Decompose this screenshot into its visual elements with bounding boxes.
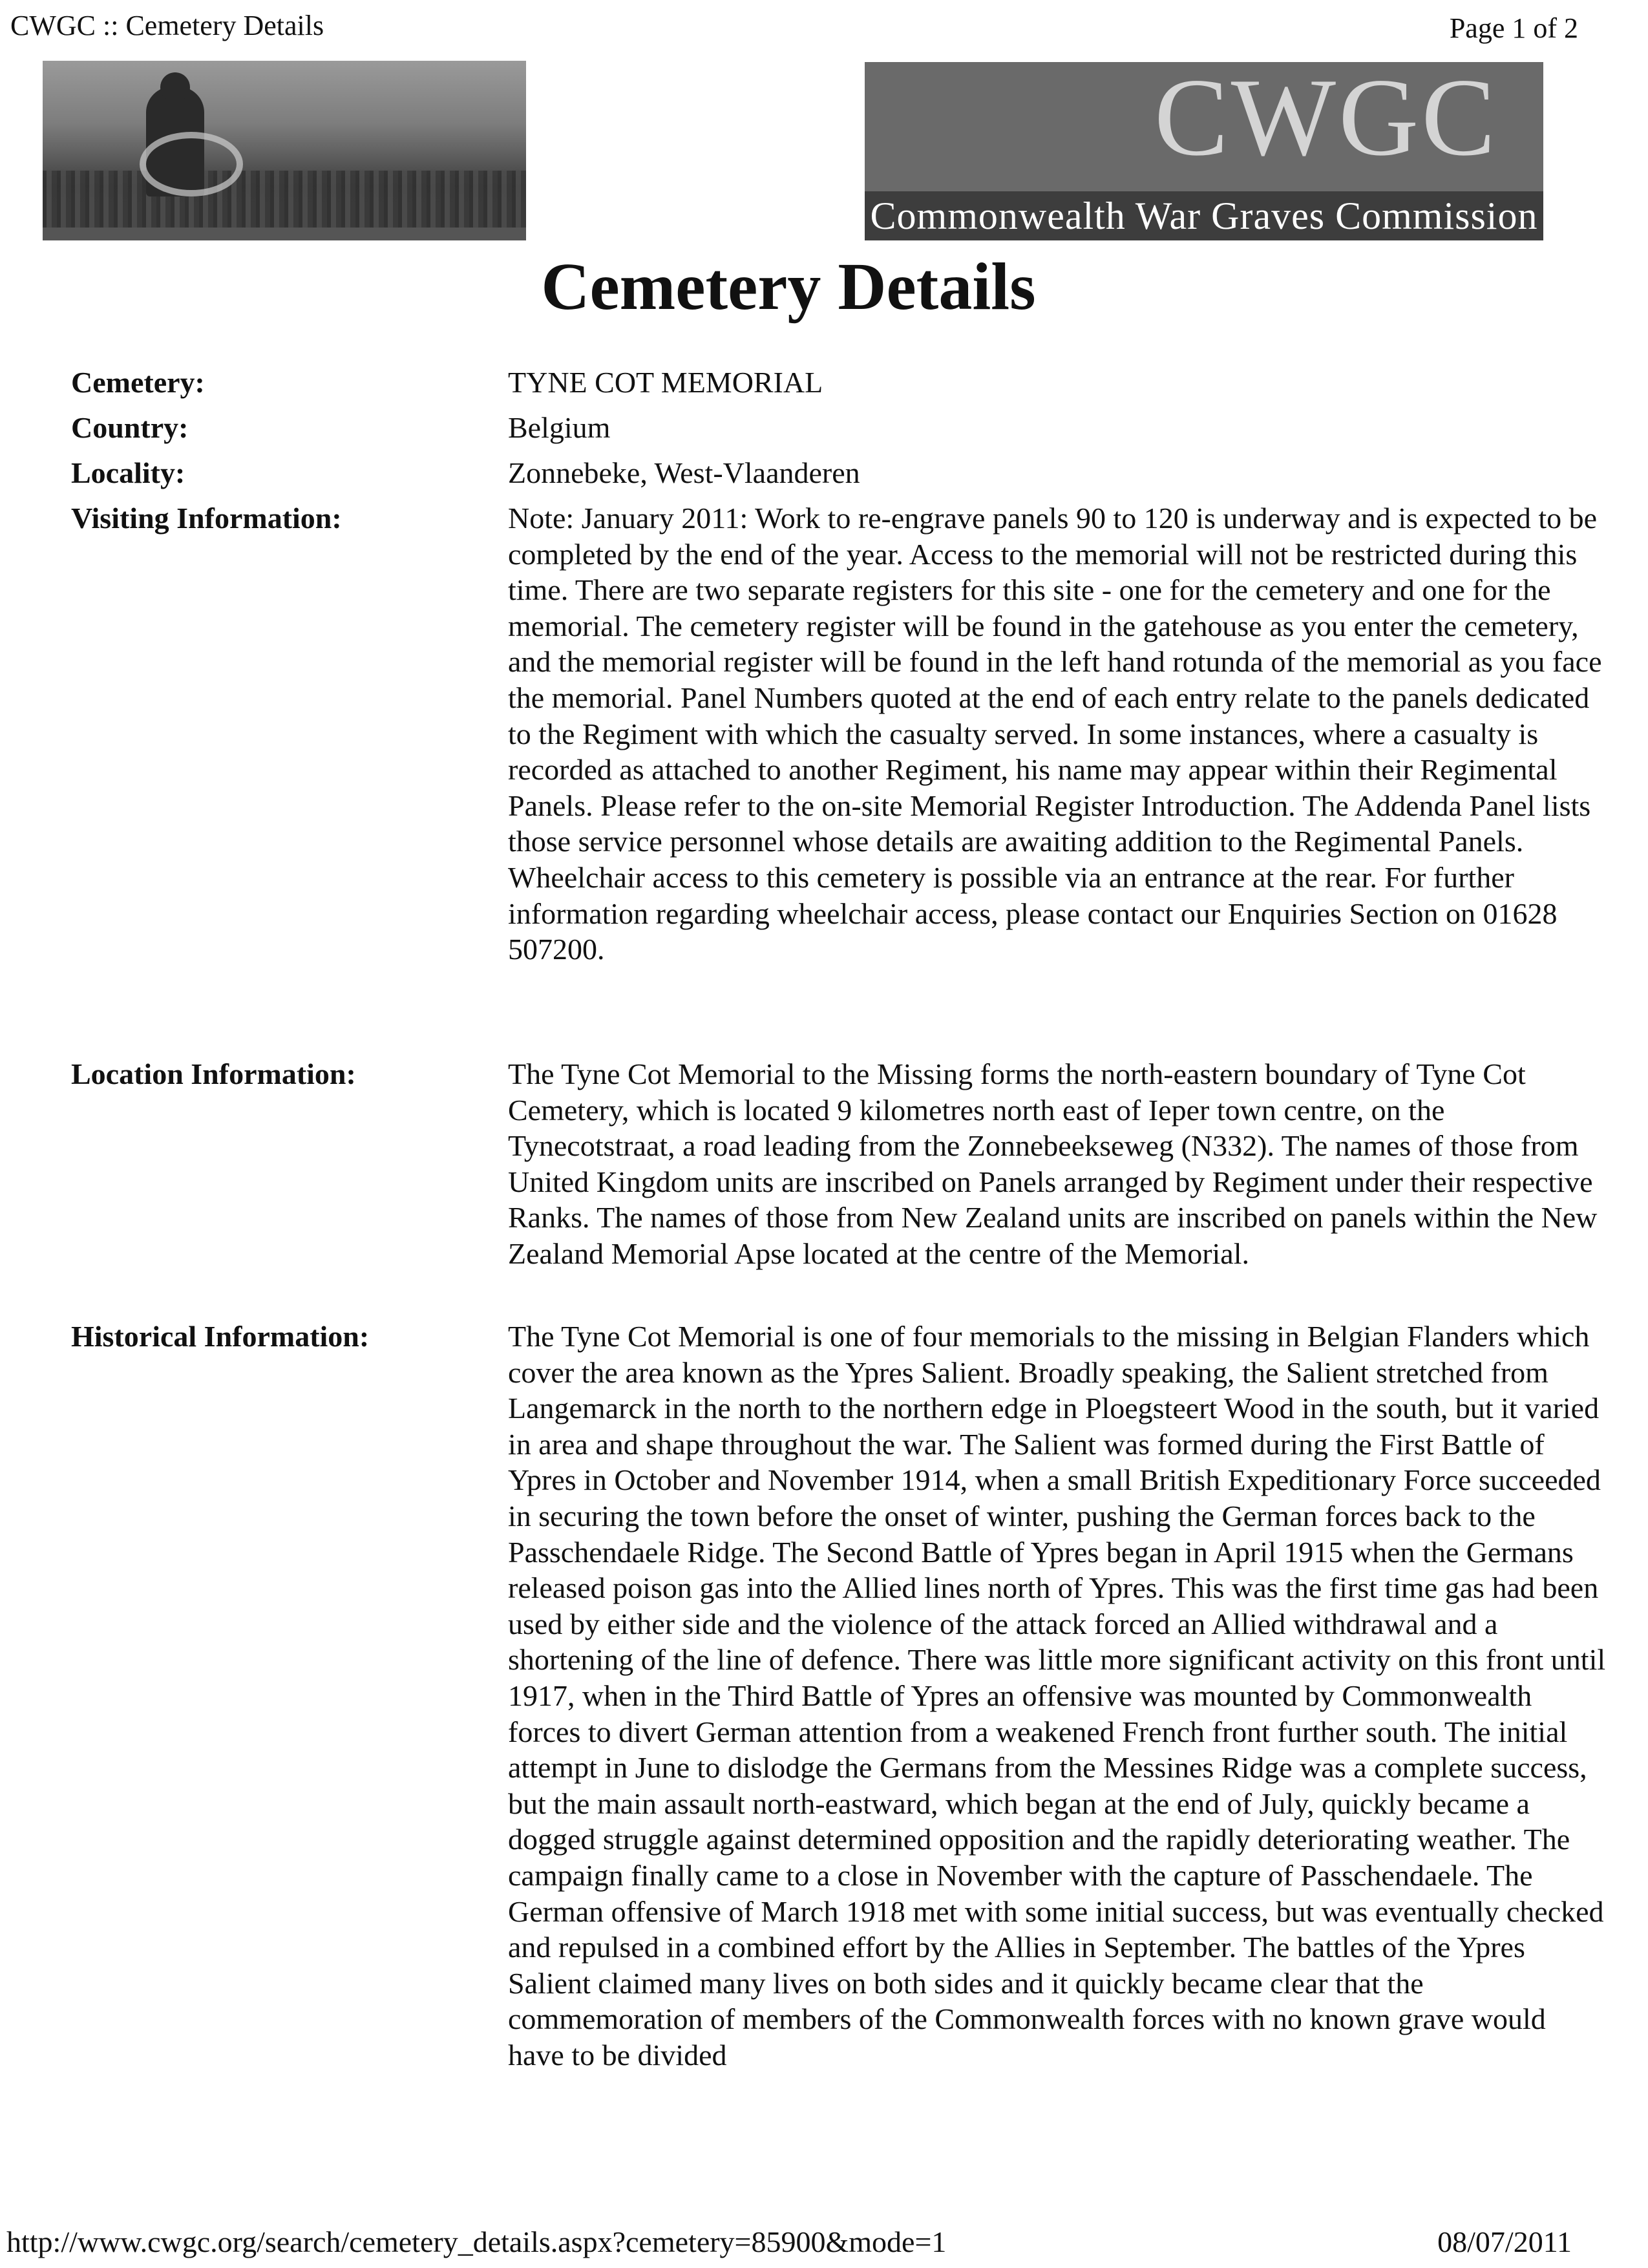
detail-label: Cemetery: bbox=[71, 366, 205, 399]
print-footer-url: http://www.cwgc.org/search/cemetery_details.aspx?cemetery=85900&mode=1 bbox=[6, 2225, 947, 2258]
detail-value: The Tyne Cot Memorial to the Missing forms the north-eastern boundary of Tyne Cot Cemetery, which is located 9 kilometres north east of Ieper town centre, on the Tynecotstraat, a road leading from the Zonnebeekseweg (N332). The names of those from United Kingdom units are inscribed on Panels arranged by Regiment under their respective Ranks. The names of those from New Zealand units are inscribed on panels within the New Zealand Memorial Apse located at the centre of the Memorial. bbox=[508, 1057, 1598, 1270]
print-header-page: Page 1 of 2 bbox=[1449, 12, 1578, 44]
logo-subtitle: Commonwealth War Graves Commission bbox=[865, 191, 1543, 240]
detail-label: Visiting Information: bbox=[71, 502, 342, 535]
banner-photo bbox=[43, 61, 526, 240]
print-header-title: CWGC :: Cemetery Details bbox=[10, 10, 324, 41]
detail-value: Note: January 2011: Work to re-engrave panels 90 to 120 is underway and is expected to be completed by the end of the year. Access to the memorial will not be restricted during this time. There are two separate registers for this site - one for the cemetery and one for the memorial. The cemetery register will be found in the gatehouse as you enter the cemetery, and the memorial register will be found in the left hand rotunda of the memorial as you face the memorial. Panel Numbers quoted at the end of each entry relate to the panels dedicated to the Regiment with which the casualty served. In some instances, where a casualty is recorded as attached to another Regiment, his name may appear within their Regimental Panels. Please refer to the on-site Memorial Register Introduction. The Addenda Panel lists those service personnel whose details are awaiting addition to the Regimental Panels. Wheelchair access to this cemetery is possible via an entrance at the rear. For further information regarding wheelchair access, please contact our Enquiries Section on 01628 507200. bbox=[508, 502, 1602, 966]
detail-label: Location Information: bbox=[71, 1057, 356, 1090]
detail-value: Zonnebeke, West-Vlaanderen bbox=[508, 456, 860, 489]
logo-mark: CWGC bbox=[1154, 62, 1498, 179]
detail-label: Country: bbox=[71, 411, 189, 444]
print-footer-date: 08/07/2011 bbox=[1437, 2225, 1572, 2258]
detail-value: Belgium bbox=[508, 411, 611, 444]
detail-value: The Tyne Cot Memorial is one of four memorials to the missing in Belgian Flanders which cover the area known as the Ypres Salient. Broadly speaking, the Salient stretched from Langemarck in the north to the northern edge in Ploegsteert Wood in the south, but it varied in area and shape throughout the war. The Salient was formed during the First Battle of Ypres in October and November 1914, when a small British Expeditionary Force succeeded in securing the town before the onset of winter, pushing the German forces back to the Passchendaele Ridge. The Second Battle of Ypres began in April 1915 when the Germans released poison gas into the Allied lines north of Ypres. This was the first time gas had been used by either side and the violence of the attack forced an Allied withdrawal and a shortening of the line of defence. There was little more significant activity on this front until 1917, when in the Third Battle of Ypres an offensive was mounted by Commonwealth forces to divert German attention from a weakened French front further south. The initial attempt in June to dislodge the Germans from the Messines Ridge was a complete success, but the main assault north-eastward, which began at the end of July, quickly became a dogged struggle against determined opposition and the rapidly deteriorating weather. The campaign finally came to a close in November with the capture of Passchendaele. The German offensive of March 1918 met with some initial success, but was eventually checked and repulsed in a combined effort by the Allies in September. The battles of the Ypres Salient claimed many lives on both sides and it quickly became clear that the commemoration of members of the Commonwealth forces with no known grave would have to be divided bbox=[508, 1320, 1606, 2072]
detail-label: Locality: bbox=[71, 456, 185, 489]
detail-value: TYNE COT MEMORIAL bbox=[508, 366, 823, 399]
detail-label: Historical Information: bbox=[71, 1320, 370, 1353]
cwgc-logo bbox=[865, 62, 1543, 240]
page-title: Cemetery Details bbox=[541, 249, 1036, 324]
